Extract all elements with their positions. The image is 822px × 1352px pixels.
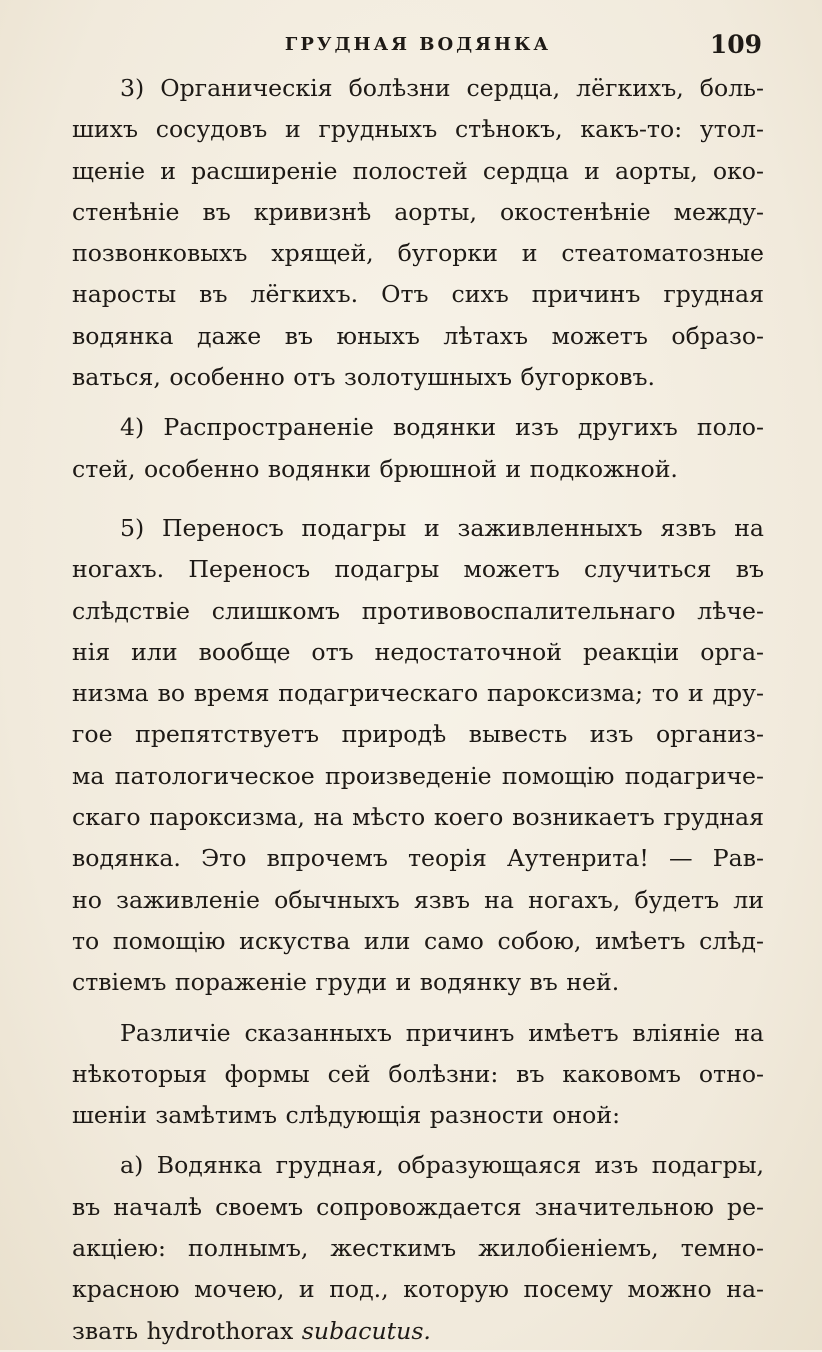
paragraph-differences — [72, 1013, 764, 1137]
text-line: щеніе и расширеніе полостей сердца и аорты, око- — [72, 156, 764, 185]
text-line: водянка. Это впрочемъ теорія Аутенрита! — Рав- — [72, 844, 764, 873]
text-line: ма патологическое произведеніе помощію подагриче- — [72, 761, 764, 790]
text-line: слѣдствіе слишкомъ противовоспалительнаго лѣче- — [72, 596, 764, 625]
text-line: Различіе сказанныхъ причинъ имѣетъ вліяніе на — [120, 1018, 764, 1047]
paragraph-item-a — [72, 1145, 764, 1351]
text-line: а) Водянка грудная, образующаяся изъ подагры, — [120, 1151, 764, 1180]
italic-term: subacutus. — [301, 1316, 431, 1345]
text-line: позвонковыхъ хрящей, бугорки и стеатоматозные — [72, 239, 764, 268]
text-line: шеніи замѣтимъ слѣдующія разности оной: — [72, 1101, 621, 1130]
text-line: 3) Органическія болѣзни сердца, лёгкихъ, боль- — [120, 74, 764, 102]
text-line: ногахъ. Переносъ подагры можетъ случиться въ — [72, 555, 764, 584]
text-line: акціею: полнымъ, жесткимъ жилобіеніемъ, темно- — [72, 1234, 764, 1263]
text-line: звать hydrothorax — [72, 1316, 294, 1345]
text-line: шихъ сосудовъ и грудныхъ стѣнокъ, какъ-то: утол- — [72, 115, 764, 144]
text-line: 4) Распространеніе водянки изъ другихъ поло- — [120, 413, 764, 442]
text-line: то помощію искуства или само собою, имѣетъ слѣд- — [72, 926, 764, 955]
page-number: 109 — [709, 30, 762, 59]
text-line: ствіемъ пораженіе груди и водянку въ ней. — [72, 968, 620, 997]
text-line: наросты въ лёгкихъ. Отъ сихъ причинъ грудная — [72, 280, 764, 309]
text-line: гое препятствуетъ природѣ вывесть изъ организ- — [72, 720, 764, 749]
running-head — [72, 24, 764, 68]
text-line: 5) Переносъ подагры и заживленныхъ язвъ на — [120, 513, 764, 542]
text-line: красною мочею, и под., которую посему можно на- — [72, 1275, 764, 1304]
paragraph-cause-4 — [72, 407, 764, 490]
text-line: низма во время подагрическаго пароксизма; то и дру- — [72, 679, 764, 708]
paragraph-cause-5 — [72, 508, 764, 1004]
text-line: нія или вообще отъ недостаточной реакціи орга- — [72, 637, 764, 666]
text-line: стей, особенно водянки брюшной и подкожной. — [72, 454, 678, 483]
text-line: водянка даже въ юныхъ лѣтахъ можетъ образо- — [72, 321, 764, 350]
text-line: но заживленіе обычныхъ язвъ на ногахъ, будетъ ли — [72, 885, 764, 914]
paragraph-cause-3 — [72, 68, 764, 398]
text-line: скаго пароксизма, на мѣсто коего возникаетъ грудная — [72, 803, 764, 832]
text-line: нѣкоторыя формы сей болѣзни: въ каковомъ отно- — [72, 1059, 764, 1088]
text-line: въ началѣ своемъ сопровождается значительною ре- — [72, 1192, 764, 1221]
page-body — [72, 68, 764, 1352]
text-line: стенѣніе въ кривизнѣ аорты, окостенѣніе между- — [72, 197, 764, 226]
running-title: ГРУДНАЯ ВОДЯНКА — [284, 34, 552, 55]
text-line: ваться, особенно отъ золотушныхъ бугорковъ. — [72, 363, 656, 392]
text-line-final — [72, 1311, 764, 1352]
